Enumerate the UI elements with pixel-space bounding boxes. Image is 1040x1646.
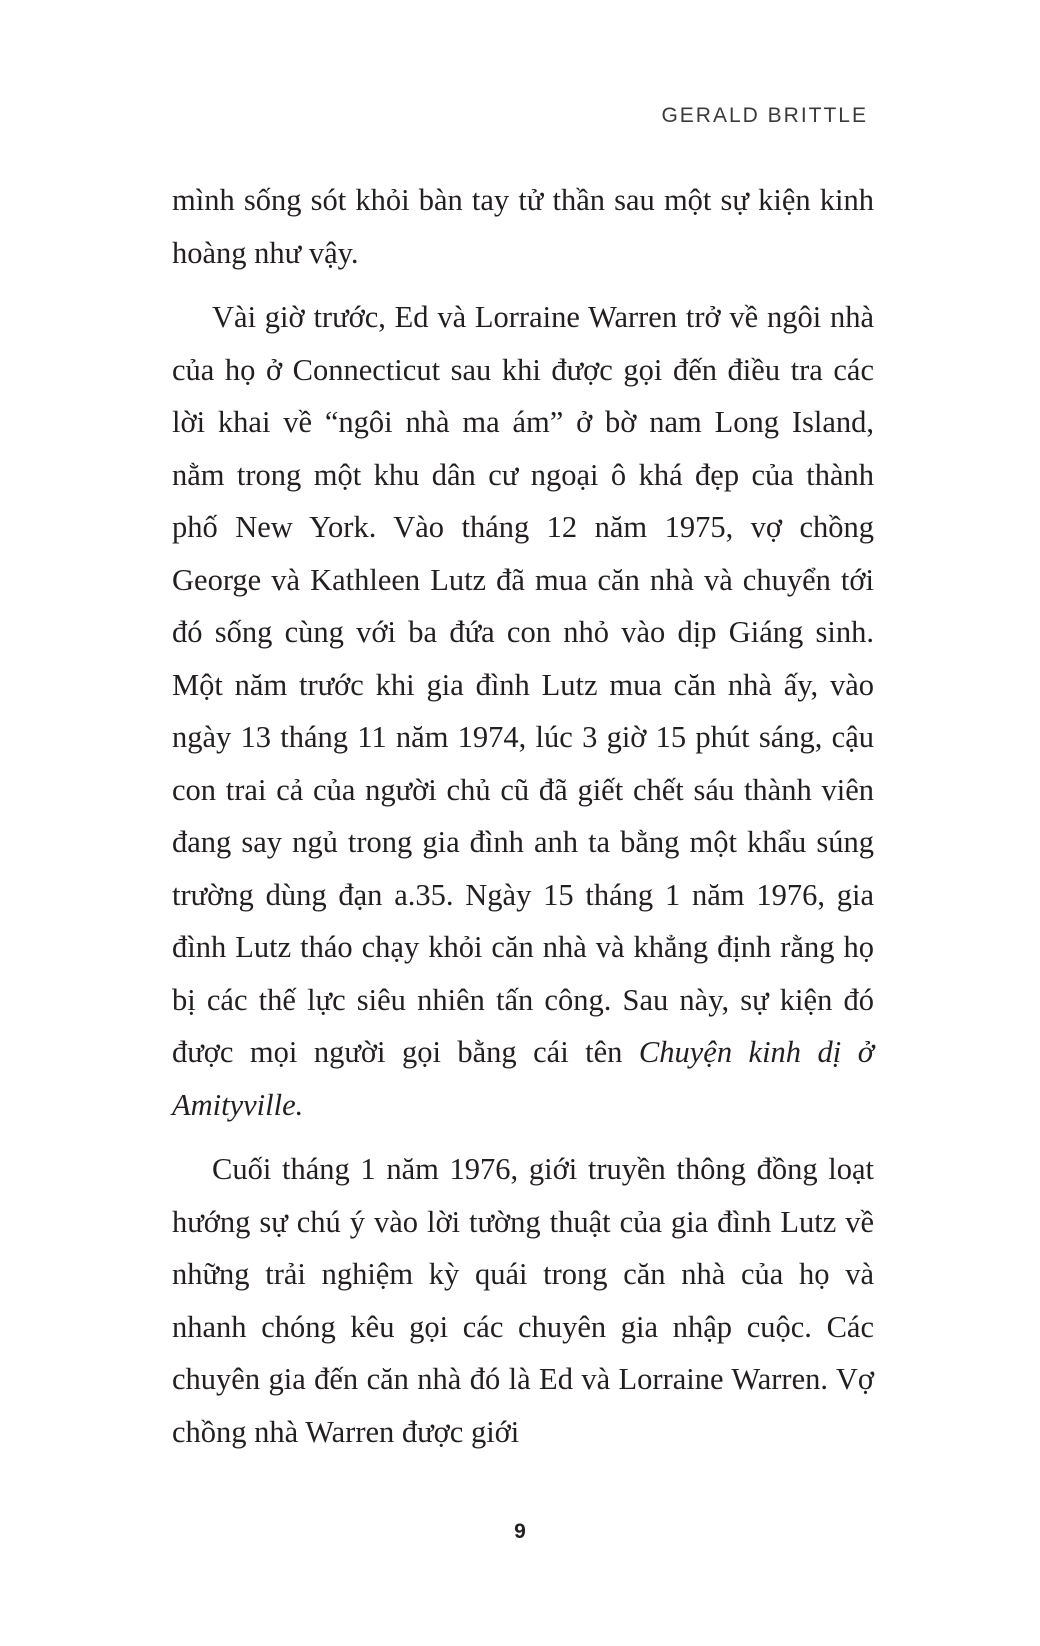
page-number: 9 (514, 1520, 526, 1543)
paragraph-2 (172, 291, 874, 1131)
paragraph-3: Cuối tháng 1 năm 1976, giới truyền thông đồng loạt hướng sự chú ý vào lời tường thuật của gia đình Lutz về những trải nghiệm kỳ quái trong căn nhà của họ và nhanh chóng kêu gọi các chuyên gia nhập cuộc. Các chuyên gia đến căn nhà đó là Ed và Lorraine Warren. Vợ chồng nhà Warren được giới (172, 1152, 874, 1449)
body-text (172, 174, 874, 1458)
paragraph-1: mình sống sót khỏi bàn tay tử thần sau một sự kiện kinh hoàng như vậy. (172, 183, 874, 270)
book-title-italic: Chuyện kinh dị ở Amityville. (172, 1035, 874, 1122)
paragraph-2-text: Vài giờ trước, Ed và Lorraine Warren trở về ngôi nhà của họ ở Connecticut sau khi được gọi đến điều tra các lời khai về “ngôi nhà ma ám” ở bờ nam Long Island, nằm trong một khu dân cư ngoại ô khá đẹp của thành phố New York. Vào tháng 12 năm 1975, vợ chồng George và Kathleen Lutz đã mua căn nhà và chuyển tới đó sống cùng với ba đứa con nhỏ vào dịp Giáng sinh. Một năm trước khi gia đình Lutz mua căn nhà ấy, vào ngày 13 tháng 11 năm 1974, lúc 3 giờ 15 phút sáng, cậu con trai cả của người chủ cũ đã giết chết sáu thành viên đang say ngủ trong gia đình anh ta bằng một khẩu súng trường dùng đạn a.35. Ngày 15 tháng 1 năm 1976, gia đình Lutz tháo chạy khỏi căn nhà và khẳng định rằng họ bị các thế lực siêu nhiên tấn công. Sau này, sự kiện đó được mọi người gọi bằng cái tên (172, 300, 874, 1069)
running-head-author: GERALD BRITTLE (661, 104, 868, 127)
